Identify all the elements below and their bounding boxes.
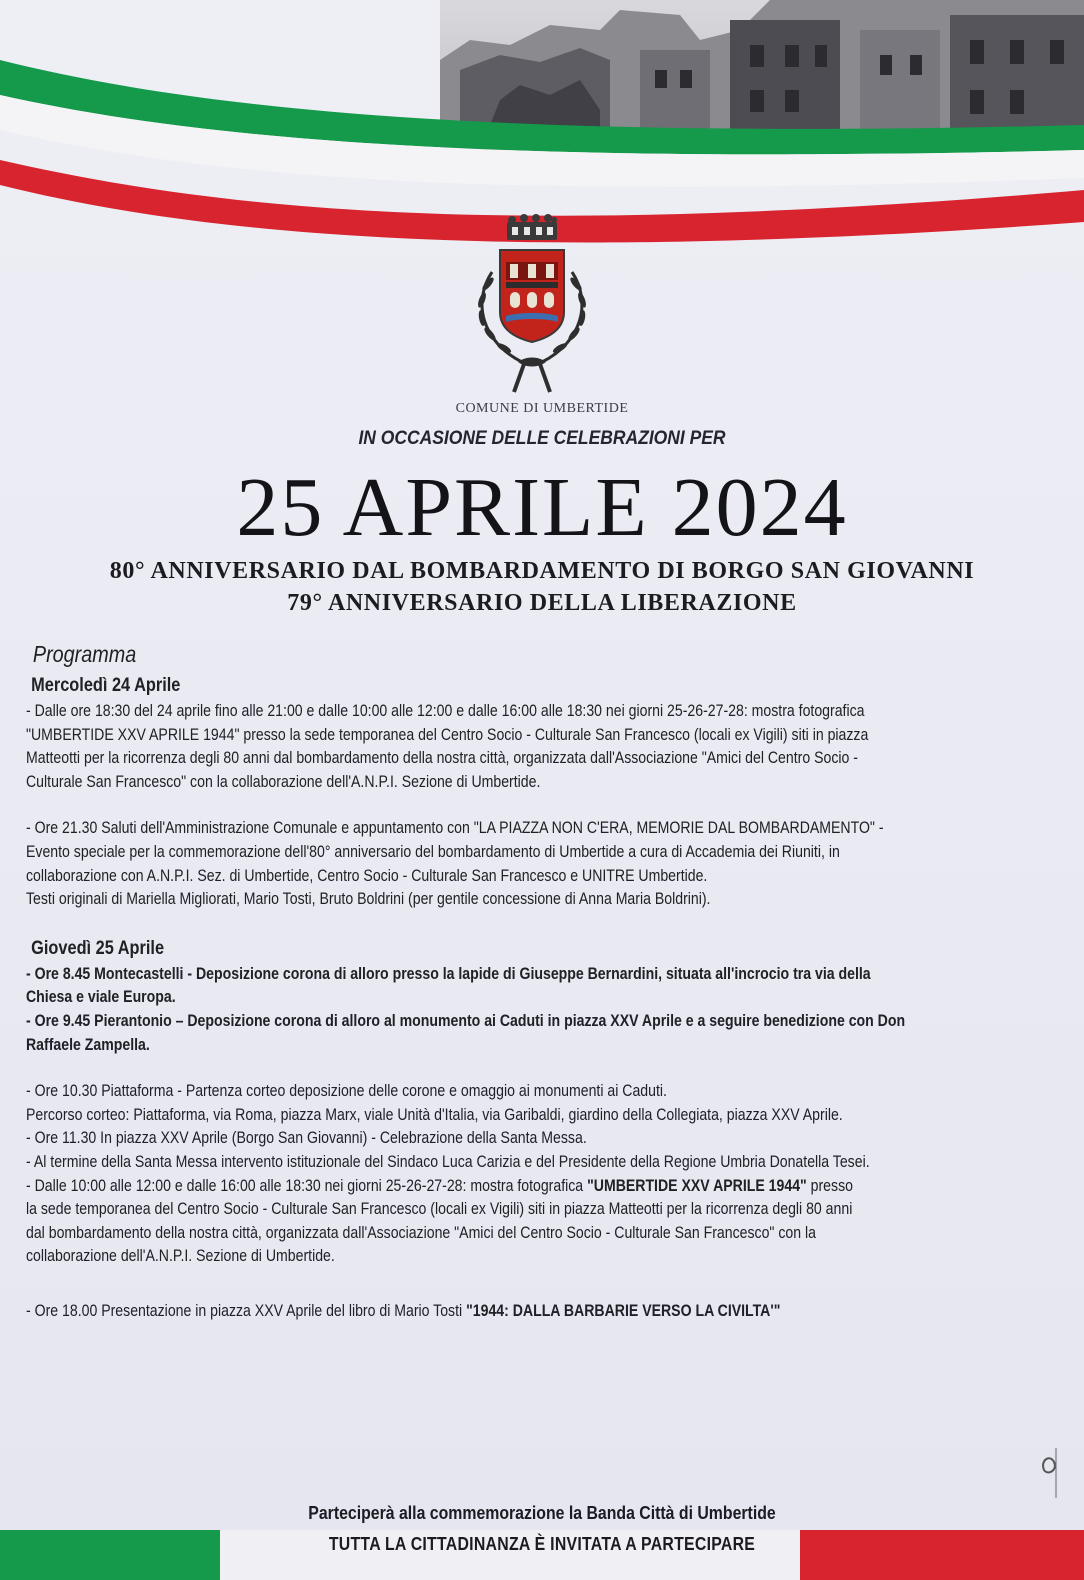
exhibit-line-end: presso (806, 1176, 853, 1195)
program-line: collaborazione dell'A.N.P.I. Sezione di Umbertide. (26, 1247, 335, 1266)
program-line: Culturale San Francesco" con la collaborazione dell'A.N.P.I. Sezione di Umbertide. (26, 772, 541, 791)
program-line: - Al termine della Santa Messa intervento istituzionale del Sindaco Luca Carizia e del Presidente della Regione Umbria Donatella Tesei. (26, 1152, 870, 1171)
occasion-line: IN OCCASIONE DELLE CELEBRAZIONI PER (358, 428, 726, 449)
comune-caption: COMUNE DI UMBERTIDE (455, 401, 629, 416)
studio-logo (1036, 1440, 1068, 1500)
program-heading: Programma (32, 641, 137, 667)
program-line: - Ore 10.30 Piattaforma - Partenza corteo deposizione delle corone e omaggio ai monumenti ai Caduti. (26, 1082, 667, 1101)
comune-coat-of-arms (452, 212, 612, 400)
program-line-bold: Chiesa e viale Europa. (26, 988, 176, 1007)
band-participation-note: Parteciperà alla commemorazione la Banda Città di Umbertide (308, 1503, 776, 1523)
program-line: dal bombardamento della nostra città, organizzata dall'Associazione "Amici del Centro Socio - Culturale San Francesco" con la (26, 1223, 816, 1242)
subtitle-liberazione: 79° ANNIVERSARIO DELLA LIBERAZIONE (287, 590, 797, 616)
program-line-bold: Raffaele Zampella. (26, 1035, 150, 1054)
exhibit-title: "UMBERTIDE XXV APRILE 1944" (587, 1176, 807, 1195)
invitation-note: TUTTA LA CITTADINANZA È INVITATA A PARTECIPARE (328, 1534, 756, 1554)
program-line-bold: - Ore 9.45 Pierantonio – Deposizione corona di alloro al monumento ai Caduti in piazza XXV Aprile e a seguire benedizione con Don (26, 1011, 906, 1030)
program-line: collaborazione con A.N.P.I. Sez. di Umbertide, Centro Socio - Culturale San Francesco e UNITRE Umbertide. (26, 866, 708, 885)
program-line-bold: - Ore 8.45 Montecastelli - Deposizione corona di alloro presso la lapide di Giuseppe Bernardini, situata all'incrocio tra via della (26, 964, 871, 983)
program-line: "UMBERTIDE XXV APRILE 1944" presso la sede temporanea del Centro Socio - Culturale San Francesco (locali ex Vigili) siti in piazza (26, 725, 869, 744)
program-line: Matteotti per la ricorrenza degli 80 anni dal bombardamento della nostra città, organizzata dall'Associazione "Amici del Centro Socio - (26, 749, 858, 768)
program-body (26, 636, 1062, 1323)
program-line-exhibit (26, 1175, 1060, 1199)
program-line-book (26, 1300, 1060, 1324)
program-line: la sede temporanea del Centro Socio - Culturale San Francesco (locali ex Vigili) siti in piazza Matteotti per la ricorrenza degli 80 anni (26, 1200, 853, 1219)
program-line: - Ore 11.30 In piazza XXV Aprile (Borgo San Giovanni) - Celebrazione della Santa Messa. (26, 1129, 587, 1148)
program-line: - Dalle ore 18:30 del 24 aprile fino alle 21:00 e dalle 10:00 alle 12:00 e dalle 16:00 alle 18:30 nei giorni 25-26-27-28: mostra fotografica (26, 702, 865, 720)
book-line-prefix: - Ore 18.00 Presentazione in piazza XXV Aprile del libro di Mario Tosti (26, 1301, 467, 1320)
program-line: Evento speciale per la commemorazione dell'80° anniversario del bombardamento di Umbertide a cura di Accademia dei Riuniti, in (26, 842, 840, 861)
day-title-wednesday: Mercoledì 24 Aprile (31, 675, 181, 696)
day-title-thursday: Giovedì 25 Aprile (31, 937, 165, 959)
program-line: Percorso corteo: Piattaforma, via Roma, piazza Marx, viale Unità d'Italia, via Garibaldi, giardino della Collegiata, piazza XXV Aprile. (26, 1105, 843, 1124)
program-line: Testi originali di Mariella Migliorati, Mario Tosti, Bruto Boldrini (per gentile concessione di Anna Maria Boldrini). (26, 890, 711, 909)
subtitle-bombardamento: 80° ANNIVERSARIO DAL BOMBARDAMENTO DI BORGO SAN GIOVANNI (109, 558, 975, 584)
book-title: "1944: DALLA BARBARIE VERSO LA CIVILTA'" (466, 1301, 781, 1320)
program-line: - Ore 21.30 Saluti dell'Amministrazione Comunale e appuntamento con "LA PIAZZA NON C'ERA, MEMORIE DAL BOMBARDAMENTO" - (26, 819, 884, 838)
main-title: 25 APRILE 2024 (236, 461, 848, 554)
exhibit-line-start: - Dalle 10:00 alle 12:00 e dalle 16:00 alle 18:30 nei giorni 25-26-27-28: mostra fotografica (26, 1176, 584, 1195)
